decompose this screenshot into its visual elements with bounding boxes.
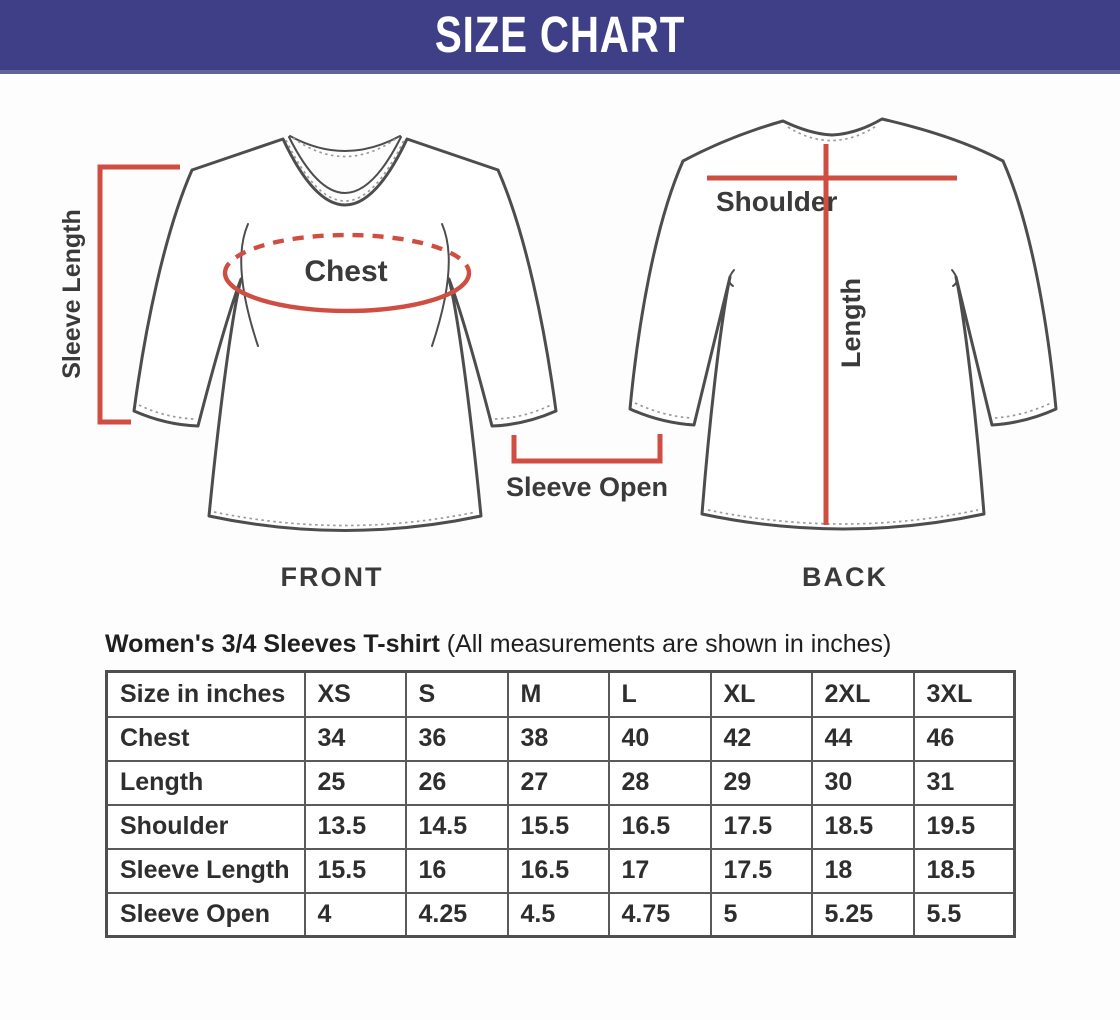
measurement-value: 17.5	[711, 849, 812, 893]
length-label: Length	[836, 278, 866, 368]
measurement-value: 4.25	[406, 893, 508, 937]
measurement-value: 36	[406, 717, 508, 761]
table-title-product: Women's 3/4 Sleeves T-shirt	[105, 630, 440, 658]
column-header-s: S	[406, 672, 508, 717]
measurement-value: 25	[305, 761, 406, 805]
measurement-value: 15.5	[305, 849, 406, 893]
sleeve-open-label: Sleeve Open	[505, 472, 669, 502]
measurement-value: 27	[508, 761, 609, 805]
column-header-size-in-inches: Size in inches	[107, 672, 305, 717]
measurement-value: 26	[406, 761, 508, 805]
size-table-head-row	[107, 672, 1015, 717]
column-header-xl: XL	[711, 672, 812, 717]
size-chart-banner	[0, 0, 1120, 74]
chest-label: Chest	[304, 255, 388, 288]
table-row	[107, 717, 1015, 761]
measurement-value: 34	[305, 717, 406, 761]
measurement-value: 17	[609, 849, 711, 893]
shoulder-label: Shoulder	[716, 186, 838, 217]
front-collar-top	[290, 136, 400, 151]
row-label-sleeve-open: Sleeve Open	[107, 893, 305, 937]
diagram-canvas	[0, 74, 1120, 614]
row-label-sleeve-length: Sleeve Length	[107, 849, 305, 893]
measurement-value: 40	[609, 717, 711, 761]
column-header-3xl: 3XL	[914, 672, 1015, 717]
measurement-value: 5.25	[812, 893, 914, 937]
tshirt-measurement-diagram	[0, 74, 1120, 614]
measurement-value: 38	[508, 717, 609, 761]
measurement-value: 42	[711, 717, 812, 761]
size-table-body	[107, 717, 1015, 937]
sleeve-length-label: Sleeve Length	[58, 209, 86, 379]
measurement-value: 4	[305, 893, 406, 937]
measurement-value: 14.5	[406, 805, 508, 849]
measurement-value: 30	[812, 761, 914, 805]
front-caption: FRONT	[280, 562, 384, 592]
row-label-shoulder: Shoulder	[107, 805, 305, 849]
measurement-value: 29	[711, 761, 812, 805]
measurement-value: 5	[711, 893, 812, 937]
measurement-value: 17.5	[711, 805, 812, 849]
row-label-length: Length	[107, 761, 305, 805]
column-header-2xl: 2XL	[812, 672, 914, 717]
front-shirt-outline	[134, 139, 556, 531]
measurement-value: 5.5	[914, 893, 1015, 937]
table-row	[107, 761, 1015, 805]
column-header-m: M	[508, 672, 609, 717]
measurement-value: 44	[812, 717, 914, 761]
column-header-l: L	[609, 672, 711, 717]
measurement-value: 31	[914, 761, 1015, 805]
column-header-xs: XS	[305, 672, 406, 717]
measurement-value: 18	[812, 849, 914, 893]
table-row	[107, 893, 1015, 937]
measurement-value: 19.5	[914, 805, 1015, 849]
table-title-note: (All measurements are shown in inches)	[439, 630, 892, 658]
row-label-chest: Chest	[107, 717, 305, 761]
table-title	[105, 630, 1120, 659]
table-row	[107, 805, 1015, 849]
back-caption: BACK	[802, 562, 888, 592]
measurement-value: 13.5	[305, 805, 406, 849]
size-table-section	[0, 614, 1120, 938]
sleeve-open-bracket	[514, 434, 660, 461]
front-shirt-drawing	[134, 136, 556, 531]
measurement-value: 46	[914, 717, 1015, 761]
measurement-value: 16.5	[508, 849, 609, 893]
measurement-value: 18.5	[914, 849, 1015, 893]
banner-title: SIZE CHART	[434, 6, 686, 64]
measurement-value: 18.5	[812, 805, 914, 849]
measurement-value: 4.75	[609, 893, 711, 937]
measurement-value: 28	[609, 761, 711, 805]
size-table	[105, 670, 1016, 938]
front-collar-stitch-top	[293, 138, 397, 157]
measurement-value: 15.5	[508, 805, 609, 849]
measurement-value: 4.5	[508, 893, 609, 937]
measurement-value: 16.5	[609, 805, 711, 849]
table-row	[107, 849, 1015, 893]
measurement-value: 16	[406, 849, 508, 893]
